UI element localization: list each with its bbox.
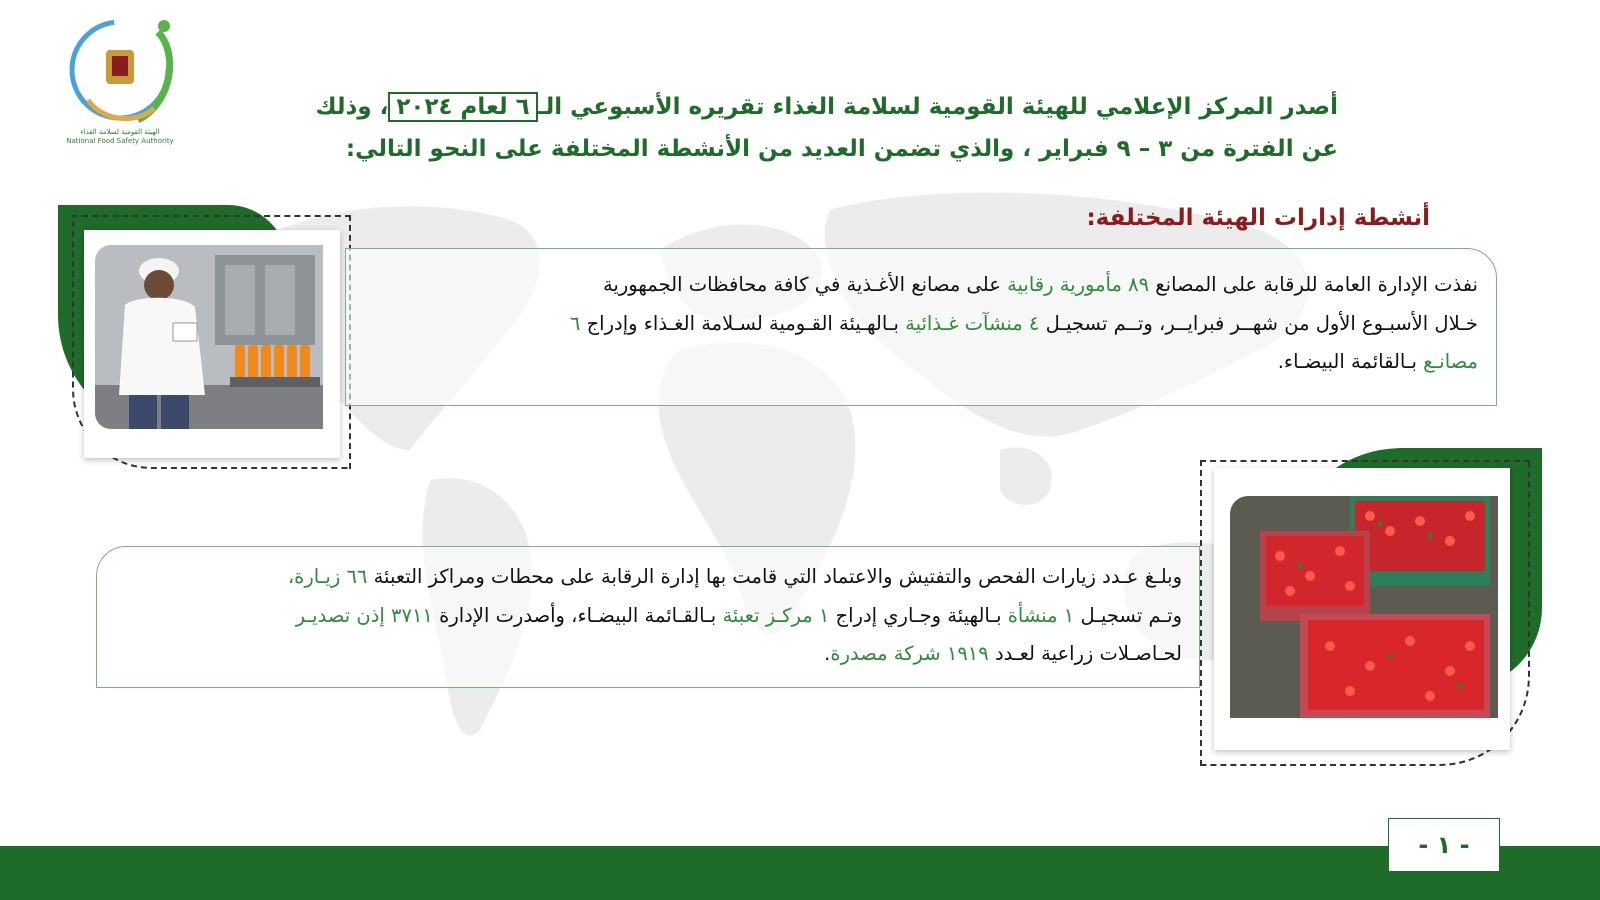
paragraph-line: لحـاصـلات زراعية لعـدد ١٩١٩ شركة مصدرة. (824, 642, 1182, 665)
page-number: - ١ - (1388, 818, 1500, 872)
intro-paragraph (258, 86, 1338, 170)
intro-line-1: أصدر المركز الإعلامي للهيئة القومية لسلامة الغذاء تقريره الأسبوعي الـ٦ لعام ٢٠٢٤، وذلك (315, 94, 1338, 120)
paragraph-line: نفذت الإدارة العامة للرقابة على المصانع ٨٩ مأمورية رقابية على مصانع الأغـذية في كافة محافظات الجمهورية (602, 273, 1478, 296)
footer-bar (0, 846, 1600, 900)
factory-inspector-photo (95, 245, 323, 429)
svg-text:NFSA: NFSA (139, 67, 157, 94)
packing-stations-paragraph (288, 558, 1182, 674)
paragraph-line: خـلال الأسبـوع الأول من شهــر فبرايــر، وتــم تسجيـل ٤ منشآت غـذائية بـالهـيئة القـومية لسـلامة الغـذاء وإدراج ٦ (569, 311, 1478, 335)
intro-line-2: عن الفترة من ٣ – ٩ فبراير ، والذي تضمن العديد من الأنشطة المختلفة على النحو التالي: (345, 136, 1338, 162)
report-number-box: ٦ لعام ٢٠٢٤ (388, 92, 537, 122)
factories-paragraph (570, 266, 1478, 382)
paragraph-line: مصانـع بـالقائمة البيضـاء. (1277, 350, 1478, 373)
paragraph-line: وتـم تسجيـل ١ منشأة بـالهيئة وجـاري إدراج ١ مركـز تعبئة بـالقـائمة البيضـاء، وأصدرت الإدارة ٣٧١١ إذن تصديـر (295, 603, 1182, 627)
strawberries-crates-photo (1230, 496, 1498, 718)
section-title: أنشطة إدارات الهيئة المختلفة: (1086, 205, 1430, 231)
logo-caption: الهيئة القومية لسلامة الغذاء National Food Safety Authority (66, 128, 174, 145)
paragraph-line: وبلـغ عـدد زيارات الفحص والتفتيش والاعتماد التي قامت بها إدارة الرقابة على محطات ومراكز التعبئة ٦٦ زيـارة، (287, 565, 1182, 588)
